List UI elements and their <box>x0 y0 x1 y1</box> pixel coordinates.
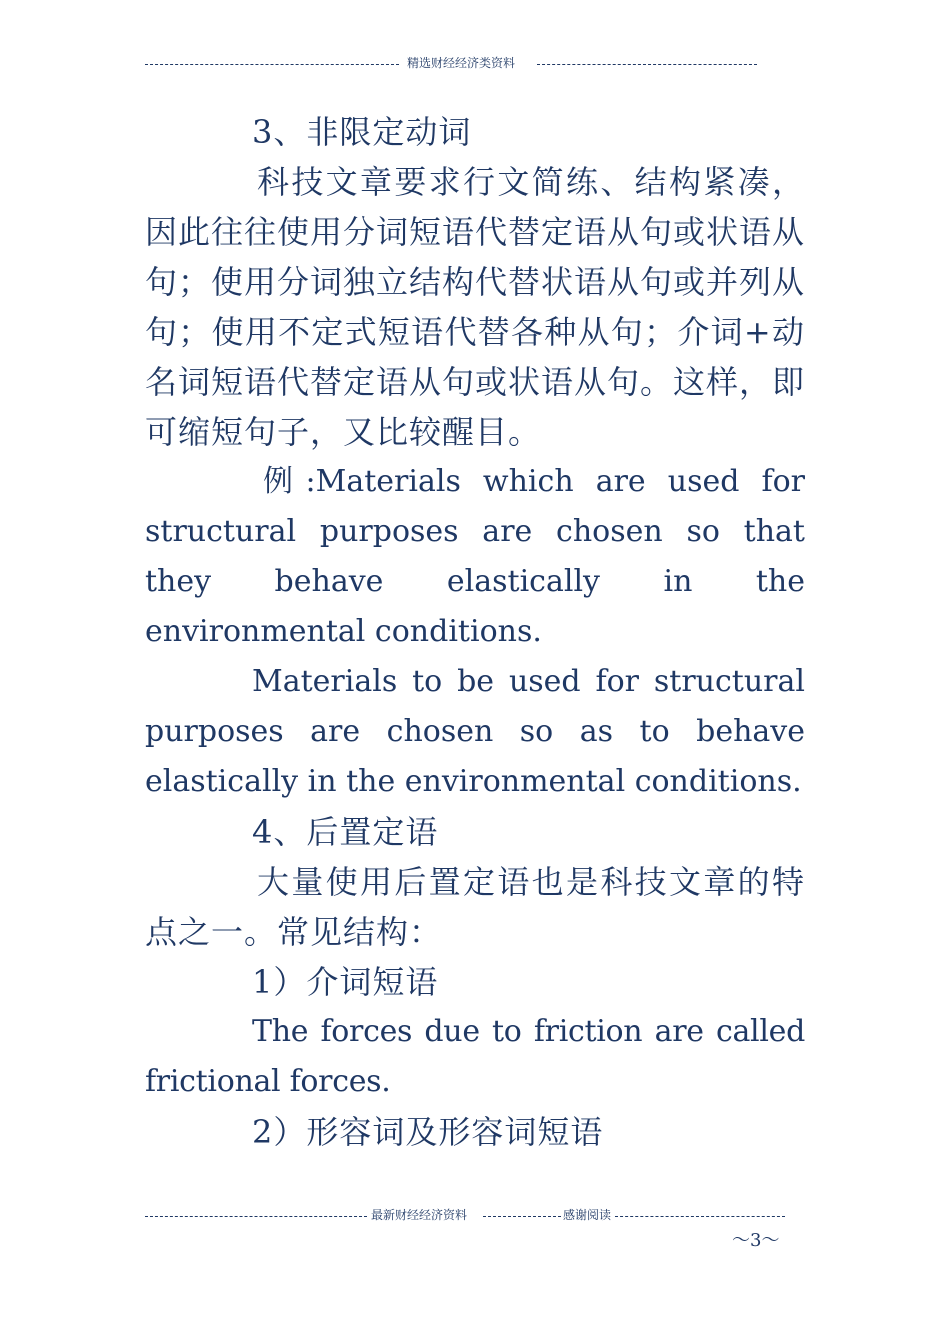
section-heading-4: 4、后置定语 <box>252 813 439 851</box>
header-rule-left <box>145 64 399 65</box>
paragraph-non-finite-verbs: 科技文章要求行文简练、结构紧凑，因此往往使用分词短语代替定语从句或状语从句；使用分词独立结构代替状语从句或并列从句；使用不定式短语代替各种从句；介词+动名词短语代替定语从句或状语从句。这样，即可缩短句子，又比较醒目。 <box>145 163 806 451</box>
footer-rule-left <box>145 1216 367 1217</box>
footer-rule-right <box>615 1216 785 1217</box>
footer-rule-middle <box>483 1216 561 1217</box>
section-heading-3: 3、非限定动词 <box>252 113 472 151</box>
paragraph-post-modifiers: 大量使用后置定语也是科技文章的特点之一。常见结构： <box>145 863 805 951</box>
page-footer <box>145 1206 785 1224</box>
list-item-1: 1）介词短语 <box>252 963 439 1001</box>
footer-right-text: 感谢阅读 <box>563 1208 612 1222</box>
list-item-2: 2）形容词及形容词短语 <box>252 1113 604 1151</box>
page-number: ～3～ <box>732 1230 780 1251</box>
page-header <box>145 54 757 72</box>
header-rule-right <box>537 64 757 65</box>
example-sentence-3: The forces due to friction are called frictional forces. <box>145 1014 805 1099</box>
example-sentence-2: Materials to be used for structural purposes are chosen so as to behave elastically in the environmental conditions. <box>145 664 805 799</box>
document-body <box>145 107 805 1157</box>
header-text: 精选财经经济类资料 <box>407 56 516 70</box>
example-sentence-1: 例:Materials which are used for structural purposes are chosen so that they behave elastically in the environmental conditions. <box>145 464 805 649</box>
footer-left-text: 最新财经经济资料 <box>371 1208 468 1222</box>
